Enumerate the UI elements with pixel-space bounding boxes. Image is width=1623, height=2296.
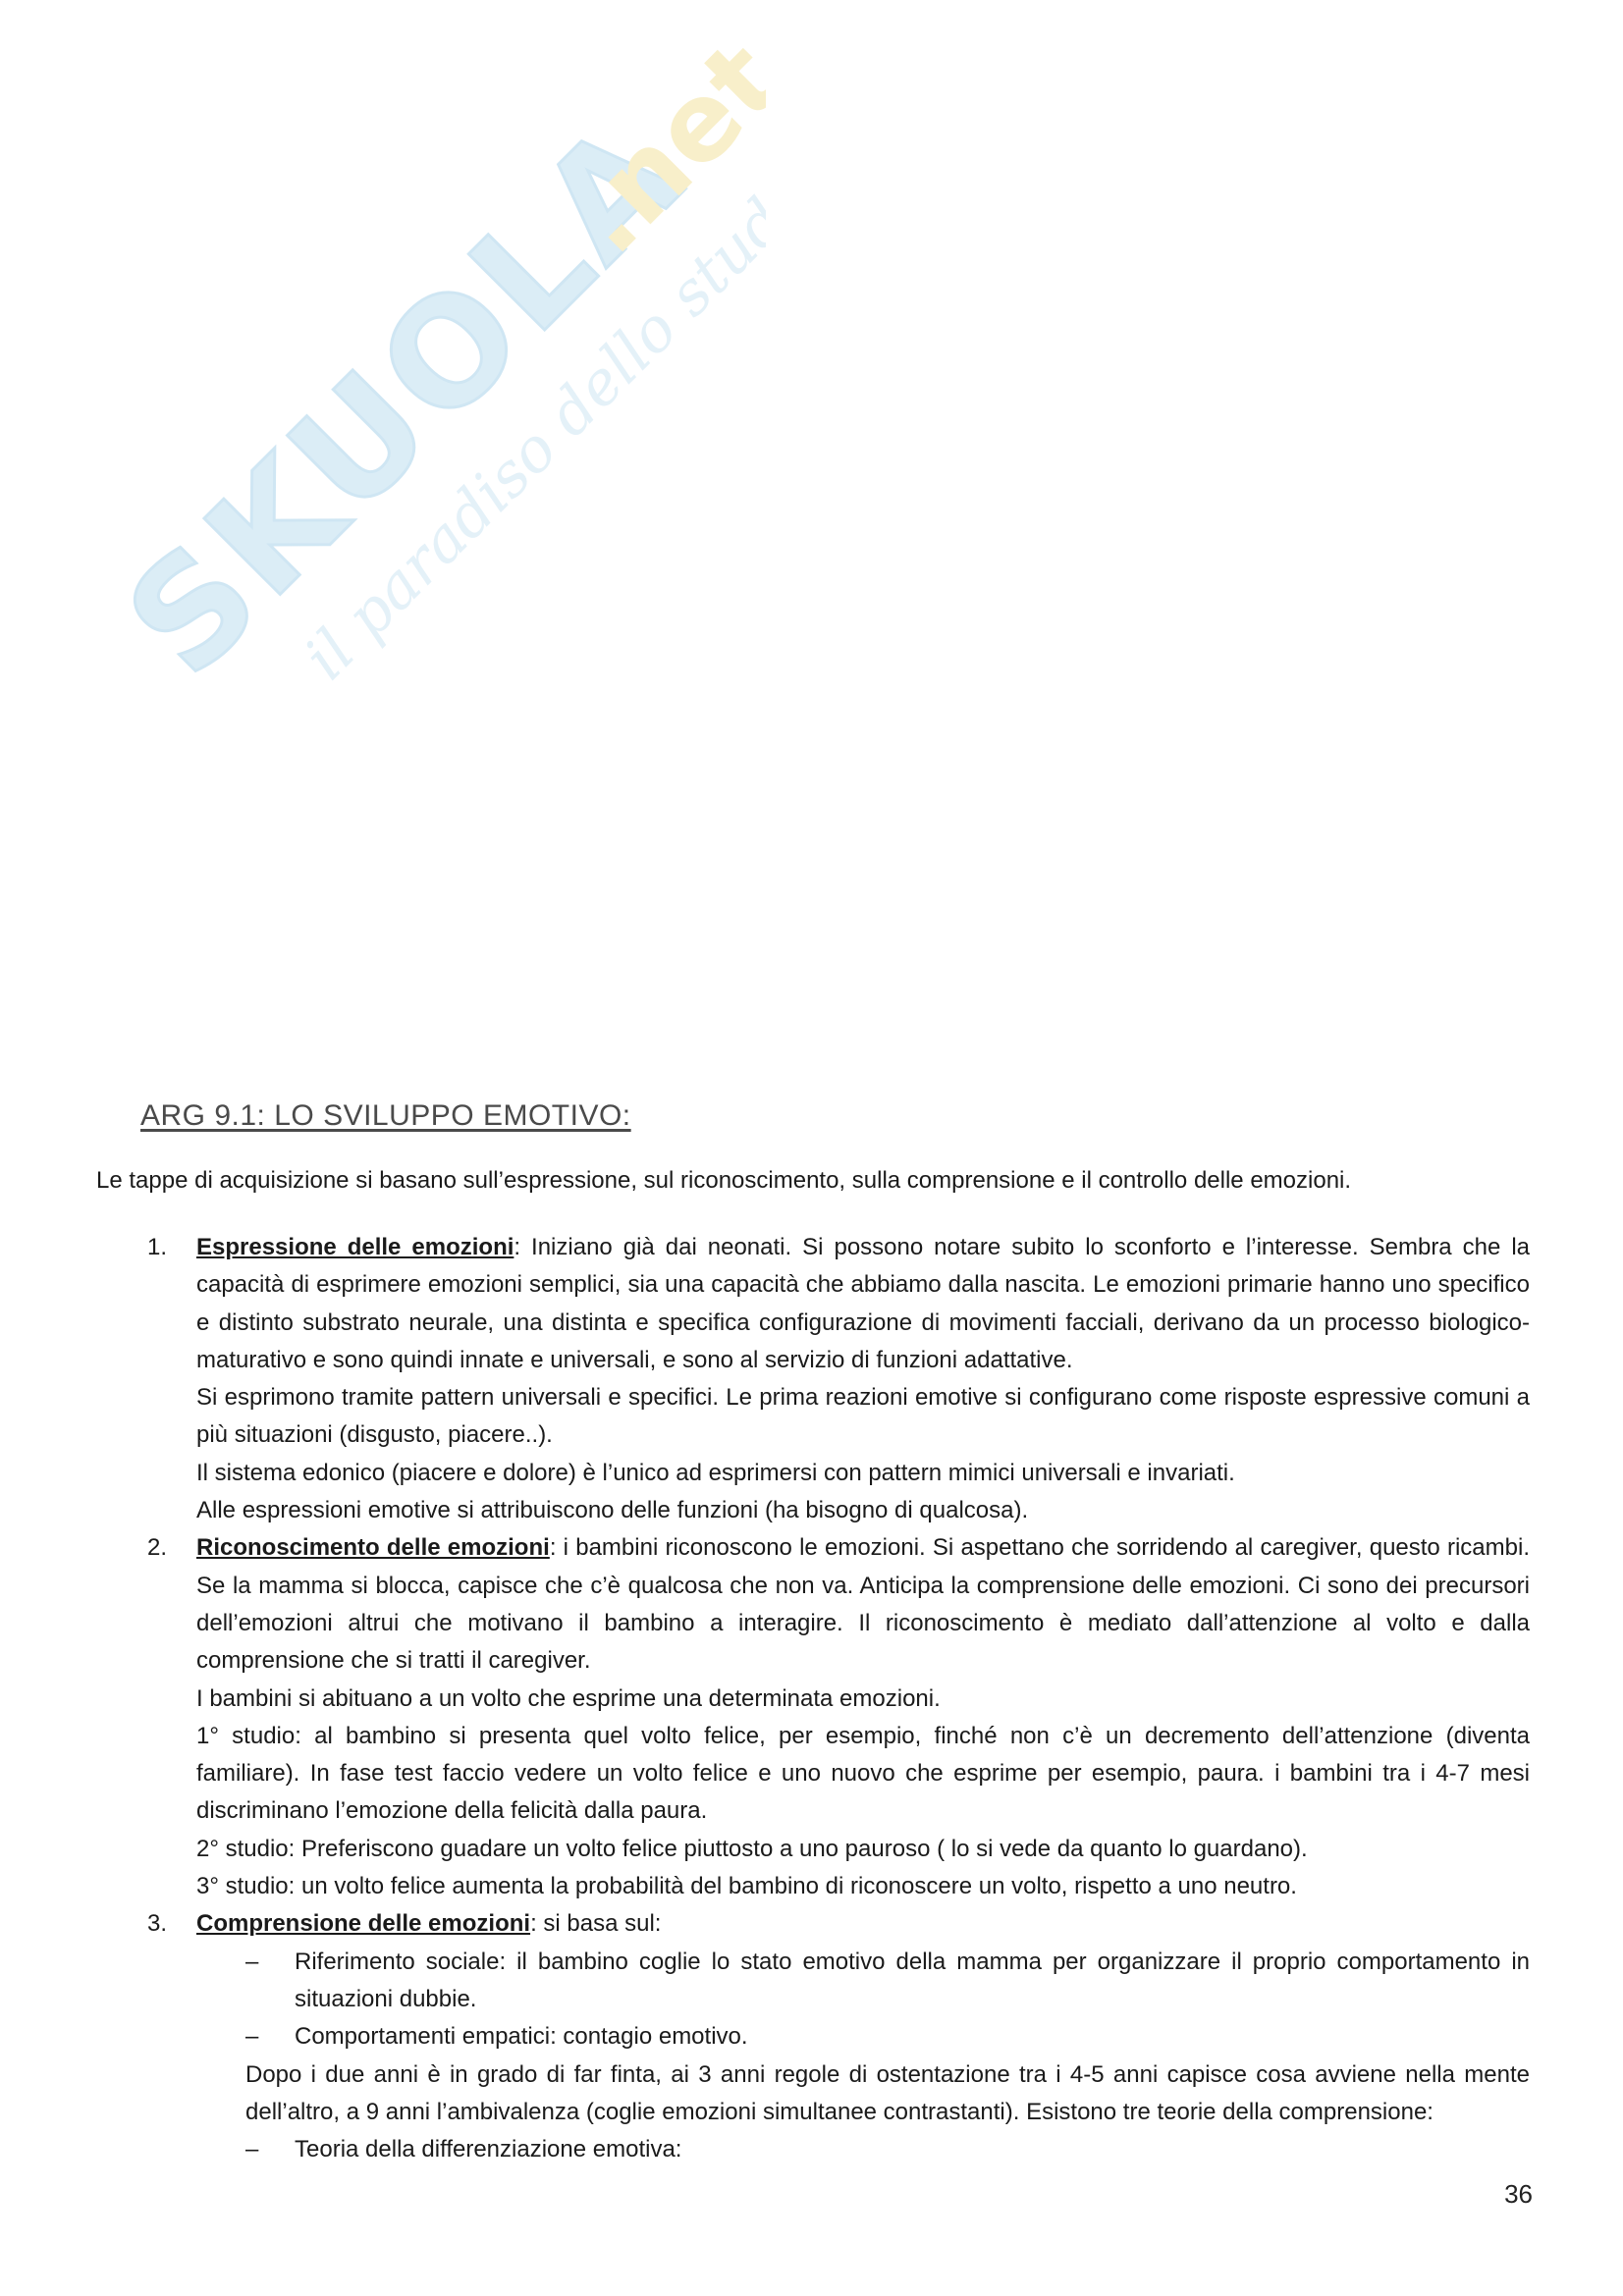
item-text: : si basa sul: xyxy=(530,1910,662,1938)
dash-bullet: – xyxy=(245,2023,259,2051)
svg-text:SKUOLA: SKUOLA xyxy=(95,88,716,709)
item-paragraph: Dopo i due anni è in grado di far finta, ai 3 anni regole di ostentazione tra i 4-5 anni capisce cosa avviene nella mente dell’altro, a 9 anni l’ambivalenza (coglie emozioni simultanee contrastanti). Esistono tre teorie della comprensione: xyxy=(245,2060,1530,2125)
item-number: 2. xyxy=(147,1534,168,1562)
item-text: : Iniziano già dai neonati. Si possono notare subito lo sconforto e l’interesse. Sembra che la capacità di esprimere emozioni semplici, sia una capacità che abbiamo dalla nascita. Le emozioni primarie hanno uno specifico e distinto substrato neurale, una distinta e specifica configurazione di movimenti facciali, derivano da un processo biologico-maturativo e sono quindi innate e universali, e sono al servizio di funzioni adattative. xyxy=(196,1234,1530,1373)
document-body xyxy=(96,1099,1530,2168)
item-paragraph xyxy=(196,1529,1530,1680)
section-heading: ARG 9.1: LO SVILUPPO EMOTIVO: xyxy=(140,1099,631,1132)
item-paragraph: Alle espressioni emotive si attribuiscono delle funzioni (ha bisogno di qualcosa). xyxy=(196,1497,1029,1524)
skuola-watermark-logo xyxy=(20,39,766,785)
dash-item xyxy=(196,1944,1530,2019)
dash-item xyxy=(196,2131,1530,2168)
dash-bullet: – xyxy=(245,2136,259,2163)
dash-list xyxy=(196,2131,1530,2168)
item-text: : i bambini riconoscono le emozioni. Si aspettano che sorridendo al caregiver, questo ricambi. Se la mamma si blocca, capisce che c’è qualcosa che non va. Anticipa la comprensione delle emozioni. Ci sono dei precursori dell’emozioni altrui che motivano il bambino a interagire. Il riconoscimento è mediato dall’attenzione al volto e dalla comprensione che si tratti il caregiver. xyxy=(196,1534,1530,1675)
item-paragraph: 1° studio: al bambino si presenta quel volto felice, per esempio, finché non c’è un decremento dell’attenzione (diventa familiare). In fase test faccio vedere un volto felice e uno nuovo che esprime per esempio, paura. i bambini tra i 4-7 mesi discriminano l’emozione della felicità dalla paura. xyxy=(196,1722,1530,1825)
dash-item-text: Riferimento sociale: il bambino coglie lo stato emotivo della mamma per organizzare il proprio comportamento in situazioni dubbie. xyxy=(295,1948,1530,2012)
item-number: 1. xyxy=(147,1234,168,1260)
item-term: Espressione delle emozioni xyxy=(196,1234,514,1260)
item-paragraph: 2° studio: Preferiscono guadare un volto felice piuttosto a uno pauroso ( lo si vede da quanto lo guardano). xyxy=(196,1835,1308,1862)
svg-text:il paradiso dello studente: il paradiso dello studente xyxy=(290,88,766,694)
watermark-graphic xyxy=(20,39,766,785)
item-paragraph: Si esprimono tramite pattern universali e specifici. Le prima reazioni emotive si configurano come risposte espressive comuni a più situazioni (disgusto, piacere..). xyxy=(196,1384,1530,1449)
intro-paragraph: Le tappe di acquisizione si basano sull’espressione, sul riconoscimento, sulla comprensione e il controllo delle emozioni. xyxy=(96,1167,1352,1194)
item-term: Riconoscimento delle emozioni xyxy=(196,1534,550,1562)
dash-item-text: Comportamenti empatici: contagio emotivo. xyxy=(295,2023,748,2051)
dash-item xyxy=(196,2018,1530,2056)
item-paragraph: Il sistema edonico (piacere e dolore) è l’unico ad esprimersi con pattern mimici universali e invariati. xyxy=(196,1459,1235,1486)
list-item xyxy=(96,1905,1530,2168)
list-item xyxy=(96,1529,1530,1905)
numbered-list xyxy=(96,1229,1530,2168)
item-paragraph: 3° studio: un volto felice aumenta la probabilità del bambino di riconoscere un volto, rispetto a uno neutro. xyxy=(196,1873,1297,1900)
item-paragraph: I bambini si abituano a un volto che esprime una determinata emozioni. xyxy=(196,1684,941,1712)
item-term: Comprensione delle emozioni xyxy=(196,1910,531,1938)
dash-item-text: Teoria della differenziazione emotiva: xyxy=(295,2136,682,2163)
dash-bullet: – xyxy=(245,1948,259,1975)
list-item xyxy=(96,1229,1530,1529)
page-number: 36 xyxy=(1504,2179,1533,2209)
item-paragraph xyxy=(196,1229,1530,1379)
item-number: 3. xyxy=(147,1910,168,1938)
svg-text:.net: .net xyxy=(544,39,766,278)
item-paragraph xyxy=(196,1905,1530,1943)
dash-list xyxy=(196,1944,1530,2056)
